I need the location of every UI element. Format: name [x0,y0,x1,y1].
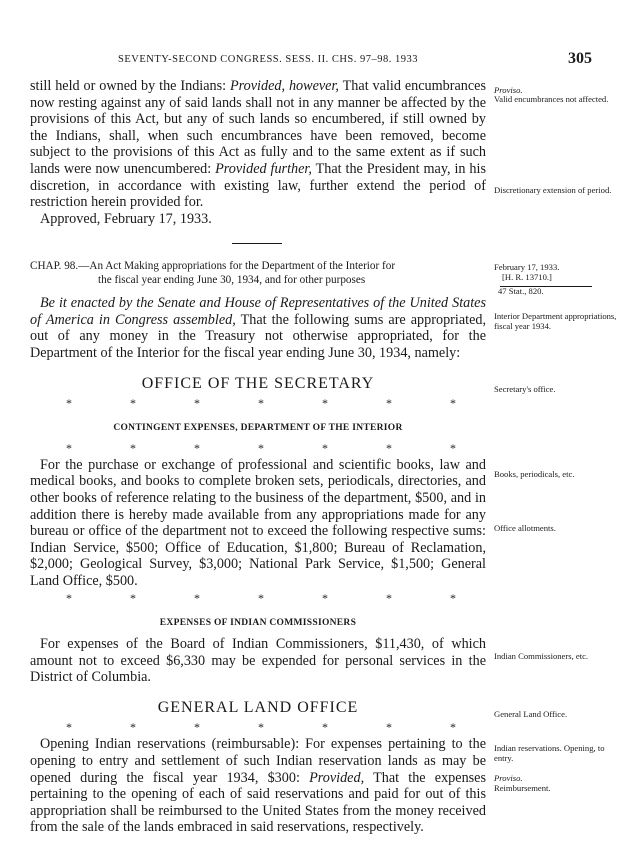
star: * [258,591,264,606]
omission-stars [30,396,486,410]
star: * [66,591,72,606]
margin-note-bill-number: [H. R. 13710.] [502,272,552,282]
star: * [386,720,392,735]
margin-note-office-allotments: Office allotments. [494,523,556,533]
star: * [66,440,72,455]
margin-note-books: Books, periodicals, etc. [494,469,575,479]
star: * [258,720,264,735]
star: * [194,591,200,606]
star: * [322,720,328,735]
omission-stars [30,441,486,455]
star: * [194,396,200,411]
margin-note-indian-reservations: Indian reservations. Opening, to entry. [494,743,605,763]
heading-general-land-office: GENERAL LAND OFFICE [157,698,359,716]
star: * [386,440,392,455]
margin-note-proviso: Proviso. [494,85,523,95]
margin-note-secretary-office: Secretary's office. [494,384,556,394]
star: * [386,591,392,606]
paragraph-board-commissioners: For expenses of the Board of Indian Commissioners, $11,430, of which amount not to exceed $6,330 may be expended for personal services in the District of Columbia. [30,636,486,686]
star: * [194,440,200,455]
proviso-further: Provided further, [215,160,312,177]
chapter-title-line-2: the fiscal year ending June 30, 1934, and for other purposes [98,273,366,286]
margin-note-date: February 17, 1933. [494,262,560,272]
margin-note-general-land-office: General Land Office. [494,709,568,719]
running-head: SEVENTY-SECOND CONGRESS. SESS. II. CHS. 97–98. 1933 [118,54,418,65]
enacting-clause: Be it enacted by the Senate and House of Representatives of the United States of America in Congress assembled, That the following sums are appropriated, out of any money in the Treasury not otherwise appropriated, for the Department of the Interior for the fiscal year ending June 30, 1934, namely: [30,295,487,361]
approval-date: Approved, February 17, 1933. [40,210,212,227]
margin-note-reimbursement: Reimbursement. [494,783,551,793]
star: * [450,396,456,411]
star: * [450,591,456,606]
margin-note-valid-encumbrances: Valid encumbrances not affected. [494,94,609,104]
margin-note-proviso-2: Proviso. [494,773,523,783]
star: * [66,720,72,735]
proviso-however: Provided, however, [230,78,339,94]
star: * [130,720,136,735]
star: * [130,591,136,606]
paragraph-books: For the purchase or exchange of professional and scientific books, law and medical books, and books to complete broken sets, periodicals, directories, and other books of reference relating to the business of the department, $500, and in addition there is hereby made available from any appropriations made for any bureau or office of the department not to exceed the following respective sums: Indian Service, $500; Office of Education, $1,800; Bureau of Reclamation, $2,000; Geological Survey, $3,000; National Park Service, $1,500; General Land Office, $500. [30,456,486,589]
star: * [258,396,264,411]
star: * [194,720,200,735]
margin-note-statute: 47 Stat., 820. [498,286,544,296]
page-header [118,52,592,68]
star: * [322,591,328,606]
margin-note-interior-department: Interior Department appropriations, fiscal year 1934. [494,311,617,331]
heading-contingent-expenses: CONTINGENT EXPENSES, DEPARTMENT OF THE INTERIOR [113,423,403,434]
star: * [450,720,456,735]
star: * [322,396,328,411]
heading-indian-commissioners: EXPENSES OF INDIAN COMMISSIONERS [159,618,357,629]
margin-note-indian-commissioners: Indian Commissioners, etc. [494,651,589,661]
chapter-heading [30,260,486,287]
omission-stars [30,720,486,734]
paragraph-indian-lands: still held or owned by the Indians: Provided, however, That valid encumbrances now resting against any of said lands shall not in any manner be affected by the provisions of this Act, but any of such lands so encumbered, if still owned by the Indians, shall, when such encumbrances have been removed, become subject to the provisions of this Act as fully and to the same extent as if such lands were now unencumbered: Provided further, That the President may, in his discretion, in accordance with existing law, further extend the period of restriction herein provided for. [30,78,486,211]
proviso-opening: Provided, [309,769,365,786]
star: * [66,396,72,411]
paragraph-opening-reservations: Opening Indian reservations (reimbursable): For expenses pertaining to the opening to entry and settlement of such Indian reservation lands as may be opened during the fiscal year 1934, $300: Provided, That the expenses pertaining to the opening of each of said reservations and paid for out of this appropriation shall be reimbursed to the United States from the money received from the sale of the lands embraced in said reservations, respectively. [30,736,487,836]
star: * [322,440,328,455]
omission-stars [30,591,486,605]
heading-office-of-the-secretary: OFFICE OF THE SECRETARY [141,374,375,392]
star: * [450,440,456,455]
star: * [130,396,136,411]
section-divider [232,243,282,244]
page-number: 305 [568,50,592,67]
margin-note-discretionary: Discretionary extension of period. [494,185,612,195]
main-text [30,78,486,836]
star: * [386,396,392,411]
star: * [130,440,136,455]
star: * [258,440,264,455]
chapter-title-line-1: CHAP. 98.—An Act Making appropriations for the Department of the Interior for [30,260,396,273]
